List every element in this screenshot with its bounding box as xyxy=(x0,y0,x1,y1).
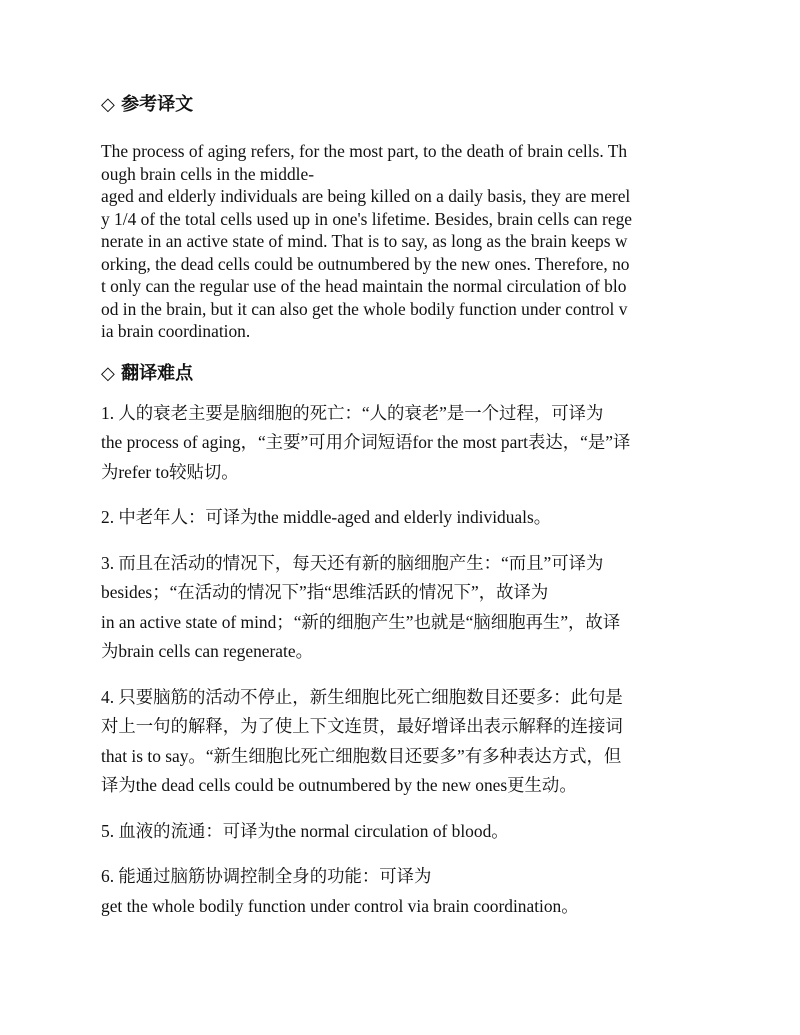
translation-line: t only can the regular use of the head maintain the normal circulation of blo xyxy=(101,276,627,296)
difficulty-line: 为brain cells can regenerate。 xyxy=(101,641,313,661)
difficulty-line: that is to say。“新生细胞比死亡细胞数目还要多”有多种表达方式，但 xyxy=(101,745,622,766)
difficulty-line: 5. 血液的流通：可译为the normal circulation of blood。 xyxy=(101,820,509,841)
difficulty-line: 译为the dead cells could be outnumbered by the new ones更生动。 xyxy=(101,775,577,795)
difficulty-line: 1. 人的衰老主要是脑细胞的死亡：“人的衰老”是一个过程，可译为 xyxy=(101,402,604,423)
translation-line: aged and elderly individuals are being killed on a daily basis, they are merel xyxy=(101,186,631,206)
difficulty-item-6 xyxy=(101,862,711,921)
difficulty-item-5 xyxy=(101,817,711,847)
difficulty-item-3 xyxy=(101,549,711,667)
translation-line: ia brain coordination. xyxy=(101,321,251,341)
difficulty-item-2 xyxy=(101,503,711,533)
translation-line: ough brain cells in the middle- xyxy=(101,163,314,184)
difficulty-line: the process of aging，“主要”可用介词短语for the most part表达，“是”译 xyxy=(101,432,631,452)
difficulty-line: 对上一句的解释，为了使上下文连贯，最好增译出表示解释的连接词 xyxy=(101,716,623,736)
translation-line: y 1/4 of the total cells used up in one's lifetime. Besides, brain cells can rege xyxy=(101,208,632,229)
translation-line: orking, the dead cells could be outnumbered by the new ones. Therefore, no xyxy=(101,253,630,274)
difficulty-line: besides；“在活动的情况下”指“思维活跃的情况下”，故译为 xyxy=(101,582,549,602)
difficulty-list xyxy=(101,399,711,922)
difficulty-line: 3. 而且在活动的情况下，每天还有新的脑细胞产生：“而且”可译为 xyxy=(101,552,604,573)
difficulty-line: in an active state of mind；“新的细胞产生”也就是“脑细胞再生”，故译 xyxy=(101,611,621,632)
translation-difficulties-heading: ◇ 翻译难点 xyxy=(101,362,194,384)
document-page xyxy=(101,92,711,937)
difficulty-item-1 xyxy=(101,399,711,488)
difficulty-line: 2. 中老年人：可译为the middle-aged and elderly individuals。 xyxy=(101,507,552,527)
reference-translation-heading: ◇ 参考译文 xyxy=(101,94,194,115)
difficulty-line: 4. 只要脑筋的活动不停止，新生细胞比死亡细胞数目还要多：此句是 xyxy=(101,686,623,707)
translation-line: nerate in an active state of mind. That is to say, as long as the brain keeps w xyxy=(101,231,628,251)
difficulty-line: 6. 能通过脑筋协调控制全身的功能：可译为 xyxy=(101,866,432,886)
difficulty-line: get the whole bodily function under control via brain coordination。 xyxy=(101,895,579,916)
translation-line: The process of aging refers, for the most part, to the death of brain cells. Th xyxy=(101,141,628,161)
difficulty-line: 为refer to较贴切。 xyxy=(101,461,239,482)
difficulty-item-4 xyxy=(101,683,711,801)
reference-translation-paragraph xyxy=(101,140,711,343)
translation-line: od in the brain, but it can also get the whole bodily function under control v xyxy=(101,298,628,319)
